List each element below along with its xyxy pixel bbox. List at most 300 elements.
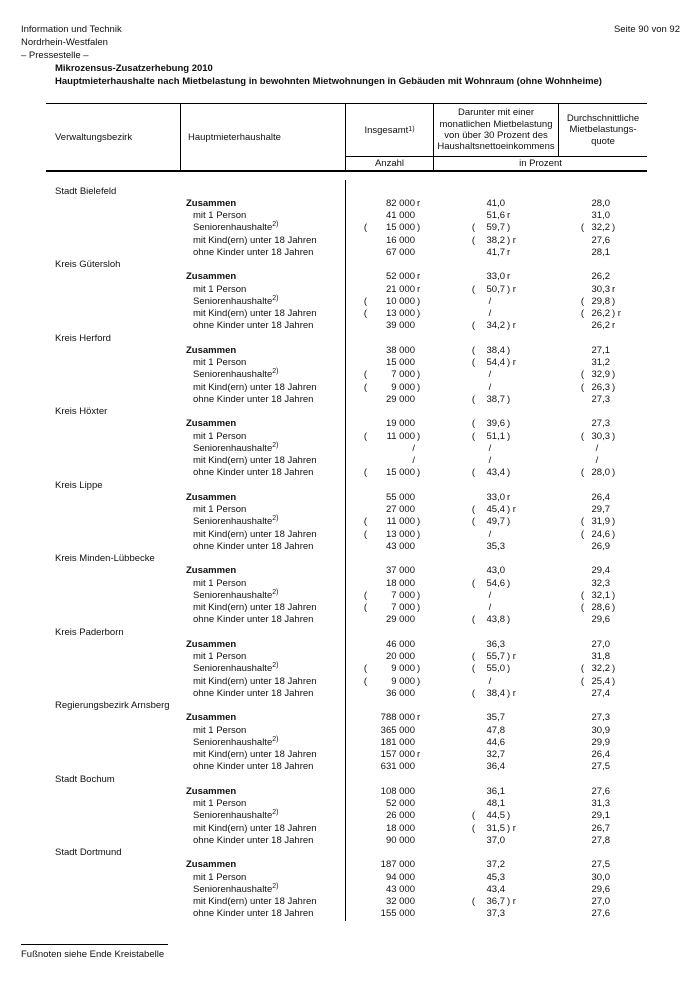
value-number: 55,7: [486, 651, 505, 663]
value-prefix: (: [471, 822, 475, 834]
district-name: Stadt Bochum: [55, 773, 115, 785]
cell-anzahl: [345, 810, 433, 821]
row-label-text: ohne Kinder unter 18 Jahren: [193, 761, 314, 773]
value-number: 26,4: [591, 491, 610, 503]
value-prefix: (: [580, 663, 584, 675]
row-label-text: mit Kind(ern) unter 18 Jahren: [193, 308, 317, 320]
value-number: 41,0: [486, 197, 505, 209]
cell-quote: [558, 688, 647, 699]
row-label: [180, 443, 345, 454]
row-label: [180, 639, 345, 650]
value-prefix: (: [471, 418, 475, 430]
cell-prozent: [433, 284, 558, 295]
row-label: [180, 835, 345, 846]
row-label-text: Zusammen: [186, 859, 237, 871]
cell-quote: [558, 418, 647, 429]
row-label: [180, 345, 345, 356]
cell-anzahl: [345, 222, 433, 233]
table-row: [46, 393, 647, 405]
cell-anzahl: [345, 443, 433, 454]
cell-prozent: [433, 639, 558, 650]
value-prefix: (: [363, 369, 367, 381]
value-suffix: ): [417, 528, 421, 540]
cell-anzahl: [345, 639, 433, 650]
value-number: /: [488, 381, 492, 393]
value-suffix: r: [417, 712, 421, 724]
value-prefix: (: [363, 675, 367, 687]
value-number: 28,1: [591, 246, 610, 258]
value-suffix: ): [507, 614, 511, 626]
table-row: [46, 834, 647, 846]
value-number: 50,7: [486, 283, 505, 295]
value-number: 37 000: [385, 565, 415, 577]
value-prefix: (: [471, 810, 475, 822]
district-section: [46, 847, 647, 921]
table-row: [46, 896, 647, 908]
row-label-text: mit Kind(ern) unter 18 Jahren: [193, 822, 317, 834]
value-number: 28,0: [591, 467, 610, 479]
row-label-text: Zusammen: [186, 491, 237, 503]
value-suffix: ): [417, 589, 421, 601]
value-number: 29,8: [591, 295, 610, 307]
value-prefix: (: [580, 516, 584, 528]
value-number: 36,1: [486, 785, 505, 797]
value-number: 35,7: [486, 712, 505, 724]
value-number: 31,8: [591, 651, 610, 663]
cell-anzahl: [345, 823, 433, 834]
cell-anzahl: [345, 835, 433, 846]
row-label: [180, 284, 345, 295]
row-label: [180, 235, 345, 246]
value-number: 39 000: [385, 320, 415, 332]
value-number: 32,2: [591, 663, 610, 675]
value-number: 181 000: [380, 736, 415, 748]
value-number: /: [488, 455, 492, 467]
table-row: [46, 785, 647, 797]
row-label: [180, 859, 345, 870]
row-label-text: Seniorenhaushalte: [193, 736, 273, 748]
cell-quote: [558, 761, 647, 772]
footnote-marker-2: 2): [272, 735, 279, 743]
cell-anzahl: [345, 725, 433, 736]
row-label-text: mit 1 Person: [193, 430, 247, 442]
cell-quote: [558, 798, 647, 809]
cell-prozent: [433, 541, 558, 552]
footnote: [21, 944, 168, 960]
cell-quote: [558, 296, 647, 307]
cell-quote: [558, 639, 647, 650]
value-number: 38,7: [486, 393, 505, 405]
value-number: 36,3: [486, 638, 505, 650]
row-label-text: Zusammen: [186, 418, 237, 430]
value-suffix: ): [612, 381, 616, 393]
table-row: [46, 577, 647, 589]
value-suffix: ): [417, 222, 421, 234]
cell-quote: [558, 712, 647, 723]
cell-anzahl: [345, 896, 433, 907]
value-number: 44,5: [486, 810, 505, 822]
value-suffix: r: [417, 197, 421, 209]
publisher-line-3: – Pressestelle –: [21, 50, 89, 61]
value-prefix: (: [363, 430, 367, 442]
row-label-text: Zusammen: [186, 197, 237, 209]
row-label-text: Zusammen: [186, 565, 237, 577]
cell-quote: [558, 504, 647, 515]
value-number: 29,6: [591, 883, 610, 895]
cell-quote: [558, 492, 647, 503]
value-number: 55 000: [385, 491, 415, 503]
cell-quote: [558, 271, 647, 282]
cell-prozent: [433, 761, 558, 772]
value-number: 54,4: [486, 357, 505, 369]
table-row: [46, 246, 647, 258]
value-number: 20 000: [385, 651, 415, 663]
value-number: 24,6: [591, 528, 610, 540]
value-number: /: [488, 602, 492, 614]
value-prefix: (: [580, 430, 584, 442]
value-number: 31,0: [591, 210, 610, 222]
value-number: /: [595, 455, 599, 467]
value-suffix: ): [507, 577, 511, 589]
value-number: 16 000: [385, 234, 415, 246]
cell-prozent: [433, 602, 558, 613]
subheader-in-prozent: in Prozent: [433, 156, 647, 170]
district-name: Stadt Dortmund: [55, 847, 122, 859]
cell-prozent: [433, 382, 558, 393]
row-label-text: mit 1 Person: [193, 504, 247, 516]
cell-anzahl: [345, 504, 433, 515]
cell-prozent: [433, 247, 558, 258]
value-suffix: ): [507, 430, 511, 442]
cell-anzahl: [345, 761, 433, 772]
cell-anzahl: [345, 467, 433, 478]
value-number: 365 000: [380, 724, 415, 736]
value-number: 43,4: [486, 467, 505, 479]
value-suffix: ) r: [507, 234, 516, 246]
row-label: [180, 712, 345, 723]
value-number: /: [412, 455, 415, 467]
cell-quote: [558, 835, 647, 846]
value-number: 30,0: [591, 871, 610, 883]
value-suffix: ): [612, 430, 616, 442]
district-name: Kreis Minden-Lübbecke: [55, 553, 155, 565]
table-row: [46, 234, 647, 246]
value-number: 13 000: [385, 308, 415, 320]
footnote-marker-2: 2): [272, 662, 279, 670]
value-number: /: [488, 369, 492, 381]
cell-anzahl: [345, 565, 433, 576]
value-number: 26,2: [591, 308, 610, 320]
value-number: 43,8: [486, 614, 505, 626]
value-number: 26,3: [591, 381, 610, 393]
cell-anzahl: [345, 210, 433, 221]
district-name: Kreis Gütersloh: [55, 259, 121, 271]
value-prefix: (: [580, 589, 584, 601]
value-prefix: (: [363, 602, 367, 614]
value-number: 187 000: [380, 859, 415, 871]
row-label: [180, 357, 345, 368]
row-label: [180, 529, 345, 540]
row-label-text: mit 1 Person: [193, 577, 247, 589]
cell-prozent: [433, 418, 558, 429]
row-label: [180, 749, 345, 760]
value-prefix: (: [580, 467, 584, 479]
value-number: 10 000: [385, 295, 415, 307]
value-suffix: ): [417, 602, 421, 614]
row-label-text: ohne Kinder unter 18 Jahren: [193, 393, 314, 405]
value-suffix: ): [612, 528, 616, 540]
value-number: 27,3: [591, 393, 610, 405]
cell-quote: [558, 284, 647, 295]
value-suffix: ) r: [507, 822, 516, 834]
value-suffix: ): [612, 675, 616, 687]
cell-quote: [558, 859, 647, 870]
footnote-marker-2: 2): [272, 368, 279, 376]
row-label: [180, 394, 345, 405]
footnote-marker-2: 2): [272, 221, 279, 229]
row-label-text: mit Kind(ern) unter 18 Jahren: [193, 896, 317, 908]
cell-prozent: [433, 884, 558, 895]
value-suffix: ): [507, 516, 511, 528]
cell-quote: [558, 651, 647, 662]
cell-prozent: [433, 688, 558, 699]
cell-quote: [558, 908, 647, 919]
row-label: [180, 222, 345, 233]
row-label: [180, 872, 345, 883]
value-number: 9 000: [391, 663, 415, 675]
value-number: 43 000: [385, 883, 415, 895]
value-number: 51,6: [486, 210, 505, 222]
value-number: 94 000: [385, 871, 415, 883]
row-label-text: ohne Kinder unter 18 Jahren: [193, 834, 314, 846]
cell-quote: [558, 810, 647, 821]
row-label: [180, 761, 345, 772]
district-name-row: [46, 406, 647, 418]
row-label-text: mit Kind(ern) unter 18 Jahren: [193, 749, 317, 761]
cell-quote: [558, 431, 647, 442]
value-number: 29 000: [385, 614, 415, 626]
district-name-row: [46, 553, 647, 565]
cell-prozent: [433, 455, 558, 466]
cell-prozent: [433, 798, 558, 809]
row-label: [180, 198, 345, 209]
row-label-text: mit 1 Person: [193, 871, 247, 883]
table-row: [46, 504, 647, 516]
column-header-darunter: Darunter mit einer monatlichen Mietbelastung von über 30 Prozent des Haushaltsnettoeinkommens: [433, 104, 558, 156]
cell-anzahl: [345, 602, 433, 613]
cell-quote: [558, 872, 647, 883]
value-number: 9 000: [391, 381, 415, 393]
value-number: 26,4: [591, 749, 610, 761]
table-body: [46, 182, 647, 920]
value-number: 28,6: [591, 602, 610, 614]
row-label: [180, 467, 345, 478]
row-label: [180, 565, 345, 576]
row-label: [180, 578, 345, 589]
table-row: [46, 271, 647, 283]
table-row: [46, 210, 647, 222]
value-number: 29,7: [591, 504, 610, 516]
value-number: 38 000: [385, 344, 415, 356]
table-row: [46, 467, 647, 479]
value-number: 7 000: [391, 589, 415, 601]
value-suffix: ) r: [507, 651, 516, 663]
value-number: /: [488, 528, 492, 540]
publisher-line-1: Information und Technik: [21, 24, 122, 35]
cell-anzahl: [345, 418, 433, 429]
value-number: 38,2: [486, 234, 505, 246]
table-row: [46, 736, 647, 748]
value-suffix: r: [507, 271, 511, 283]
value-number: 28,0: [591, 197, 610, 209]
district-section: [46, 773, 647, 847]
value-number: 27,0: [591, 896, 610, 908]
value-number: 15 000: [385, 357, 415, 369]
cell-anzahl: [345, 786, 433, 797]
value-number: 19 000: [385, 418, 415, 430]
cell-quote: [558, 749, 647, 760]
cell-quote: [558, 614, 647, 625]
value-prefix: (: [471, 283, 475, 295]
value-number: 37,2: [486, 859, 505, 871]
cell-quote: [558, 565, 647, 576]
row-label-text: Seniorenhaushalte: [193, 663, 273, 675]
footnote-text: Fußnoten siehe Ende Kreistabelle: [21, 949, 165, 960]
row-label-text: ohne Kinder unter 18 Jahren: [193, 687, 314, 699]
table-row: [46, 357, 647, 369]
table-row: [46, 369, 647, 381]
cell-prozent: [433, 431, 558, 442]
cell-anzahl: [345, 198, 433, 209]
cell-quote: [558, 737, 647, 748]
footnote-marker-2: 2): [272, 809, 279, 817]
value-suffix: ): [417, 430, 421, 442]
title-line-1: Mikrozensus-Zusatzerhebung 2010: [55, 63, 213, 74]
value-number: 36 000: [385, 687, 415, 699]
district-section: [46, 626, 647, 700]
cell-prozent: [433, 725, 558, 736]
cell-quote: [558, 308, 647, 319]
value-number: 48,1: [486, 798, 505, 810]
district-section: [46, 406, 647, 480]
cell-anzahl: [345, 749, 433, 760]
row-label: [180, 431, 345, 442]
district-name-row: [46, 479, 647, 491]
table-row: [46, 540, 647, 552]
cell-quote: [558, 394, 647, 405]
value-number: 34,2: [486, 320, 505, 332]
cell-anzahl: [345, 235, 433, 246]
cell-prozent: [433, 823, 558, 834]
value-number: 27,6: [591, 785, 610, 797]
value-number: 30,9: [591, 724, 610, 736]
district-name: Kreis Paderborn: [55, 626, 124, 638]
value-suffix: ): [612, 516, 616, 528]
cell-anzahl: [345, 357, 433, 368]
value-number: 35,3: [486, 540, 505, 552]
value-number: 27 000: [385, 504, 415, 516]
cell-prozent: [433, 676, 558, 687]
value-number: 59,7: [486, 222, 505, 234]
value-number: 157 000: [380, 749, 415, 761]
row-label: [180, 602, 345, 613]
row-label-text: Zusammen: [186, 344, 237, 356]
row-label-text: Seniorenhaushalte: [193, 222, 273, 234]
row-label-text: Seniorenhaushalte: [193, 883, 273, 895]
value-number: 27,6: [591, 234, 610, 246]
cell-anzahl: [345, 431, 433, 442]
table-row: [46, 381, 647, 393]
table-row: [46, 308, 647, 320]
table-row: [46, 528, 647, 540]
row-label: [180, 382, 345, 393]
value-suffix: ): [417, 663, 421, 675]
table-row: [46, 283, 647, 295]
cell-prozent: [433, 614, 558, 625]
table-row: [46, 798, 647, 810]
value-suffix: ): [507, 418, 511, 430]
row-label: [180, 786, 345, 797]
cell-quote: [558, 529, 647, 540]
cell-anzahl: [345, 688, 433, 699]
row-label-text: Seniorenhaushalte: [193, 295, 273, 307]
cell-prozent: [433, 835, 558, 846]
value-prefix: (: [580, 308, 584, 320]
table-row: [46, 197, 647, 209]
value-number: 18 000: [385, 577, 415, 589]
value-number: 9 000: [391, 675, 415, 687]
value-number: 55,0: [486, 663, 505, 675]
value-suffix: r: [417, 749, 421, 761]
district-section: [46, 553, 647, 627]
value-number: 631 000: [380, 761, 415, 773]
value-number: 31,5: [486, 822, 505, 834]
value-number: 27,4: [591, 687, 610, 699]
cell-prozent: [433, 235, 558, 246]
value-suffix: ): [417, 308, 421, 320]
row-label-text: mit Kind(ern) unter 18 Jahren: [193, 528, 317, 540]
cell-anzahl: [345, 369, 433, 380]
value-prefix: (: [363, 295, 367, 307]
value-prefix: (: [363, 528, 367, 540]
value-number: 43,4: [486, 883, 505, 895]
value-suffix: ): [612, 295, 616, 307]
value-suffix: ): [507, 344, 511, 356]
value-number: 36,4: [486, 761, 505, 773]
value-suffix: r: [612, 283, 616, 295]
cell-anzahl: [345, 590, 433, 601]
value-suffix: r: [507, 491, 511, 503]
value-suffix: ): [507, 810, 511, 822]
publisher-block: [21, 23, 122, 62]
cell-anzahl: [345, 320, 433, 331]
row-label-text: mit 1 Person: [193, 798, 247, 810]
value-number: 25,4: [591, 675, 610, 687]
value-prefix: (: [580, 675, 584, 687]
cell-prozent: [433, 872, 558, 883]
cell-anzahl: [345, 308, 433, 319]
value-suffix: ): [417, 675, 421, 687]
value-number: 31,9: [591, 516, 610, 528]
table-row: [46, 663, 647, 675]
value-number: 15 000: [385, 222, 415, 234]
value-number: 27,1: [591, 344, 610, 356]
cell-quote: [558, 823, 647, 834]
value-prefix: (: [363, 663, 367, 675]
cell-prozent: [433, 578, 558, 589]
value-prefix: (: [580, 602, 584, 614]
district-name-row: [46, 626, 647, 638]
